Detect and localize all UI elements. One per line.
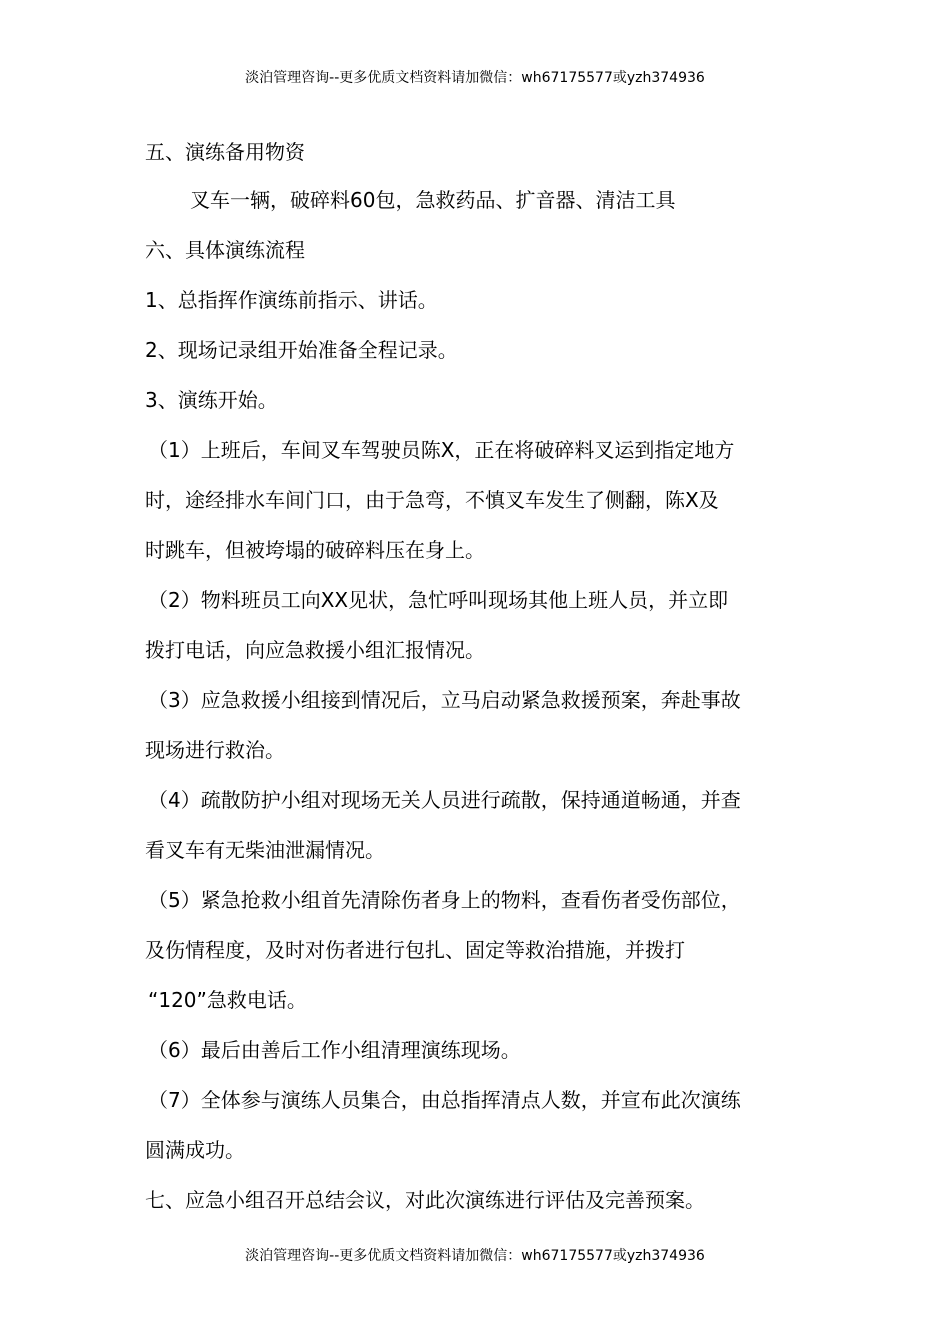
section-6-heading: 六、具体演练流程 — [145, 238, 305, 262]
paragraph-2-line-2: 拨打电话，向应急救援小组汇报情况。 — [145, 638, 485, 662]
page-header: 淡泊管理咨询--更多优质文档资料请加微信：wh67175577或yzh374936 — [245, 70, 705, 86]
paragraph-4-line-1: （4）疏散防护小组对现场无关人员进行疏散，保持通道畅通，并查 — [148, 788, 741, 812]
paragraph-6-line-1: （6）最后由善后工作小组清理演练现场。 — [148, 1038, 521, 1062]
step-2: 2、现场记录组开始准备全程记录。 — [145, 338, 458, 362]
paragraph-4-line-2: 看叉车有无柴油泄漏情况。 — [145, 838, 385, 862]
step-3: 3、演练开始。 — [145, 388, 278, 412]
paragraph-5-line-2: 及伤情程度，及时对伤者进行包扎、固定等救治措施，并拨打 — [145, 938, 685, 962]
paragraph-3-line-1: （3）应急救援小组接到情况后，立马启动紧急救援预案，奔赴事故 — [148, 688, 741, 712]
paragraph-7-line-1: （7）全体参与演练人员集合，由总指挥清点人数，并宣布此次演练 — [148, 1088, 741, 1112]
paragraph-2-line-1: （2）物料班员工向XX见状，急忙呼叫现场其他上班人员，并立即 — [148, 588, 729, 612]
page-footer: 淡泊管理咨询--更多优质文档资料请加微信：wh67175577或yzh374936 — [245, 1248, 705, 1264]
paragraph-3-line-2: 现场进行救治。 — [145, 738, 285, 762]
paragraph-1-line-2: 时，途经排水车间门口，由于急弯，不慎叉车发生了侧翻，陈X及 — [145, 488, 719, 512]
paragraph-5-line-3: “120”急救电话。 — [148, 988, 307, 1012]
step-1: 1、总指挥作演练前指示、讲话。 — [145, 288, 438, 312]
section-7-heading: 七、应急小组召开总结会议，对此次演练进行评估及完善预案。 — [145, 1188, 705, 1212]
paragraph-1-line-1: （1）上班后，车间叉车驾驶员陈X，正在将破碎料叉运到指定地方 — [148, 438, 735, 462]
section-5-content: 叉车一辆，破碎料60包，急救药品、扩音器、清洁工具 — [190, 188, 676, 212]
paragraph-1-line-3: 时跳车，但被垮塌的破碎料压在身上。 — [145, 538, 485, 562]
paragraph-5-line-1: （5）紧急抢救小组首先清除伤者身上的物料，查看伤者受伤部位， — [148, 888, 741, 912]
paragraph-7-line-2: 圆满成功。 — [145, 1138, 245, 1162]
section-5-heading: 五、演练备用物资 — [145, 140, 305, 164]
